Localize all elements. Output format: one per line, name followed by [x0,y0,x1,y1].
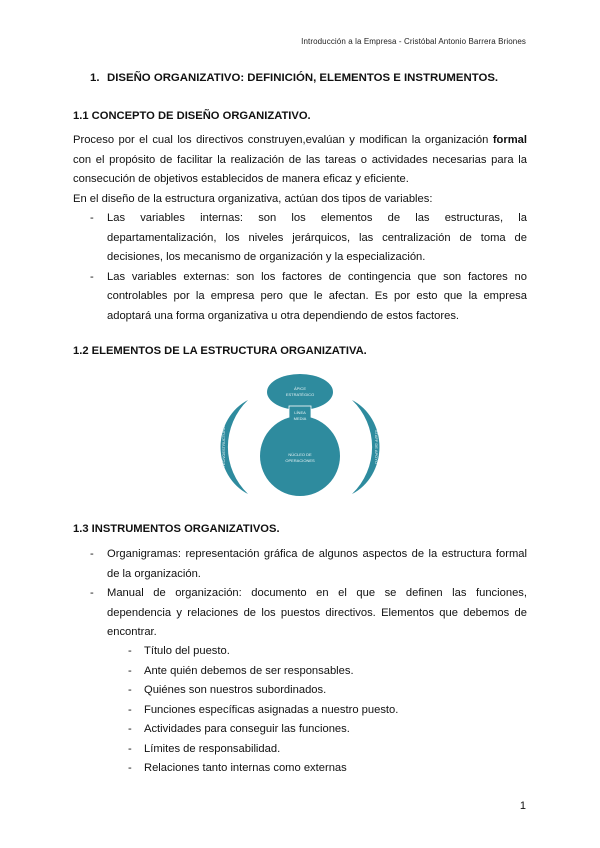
middle-label-2: MEDIA [293,416,307,421]
instruments-list [90,545,527,643]
list-item-text: Manual de organización: documento en el que se definen las funciones, dependencia y relaciones de los puestos directivos. Elementos que debemos de encontrar. [107,587,527,638]
list-dash: - [128,762,132,774]
core-label-1: NÚCLEO DE [288,452,312,457]
apex-label-1: ÁPICE [293,386,307,391]
list-item-text: Relaciones tanto internas como externas [144,762,347,774]
list-dash: - [90,270,94,283]
list-item-text: Quiénes son nuestros subordinados. [144,684,327,696]
section-1-title: DISEÑO ORGANIZATIVO: DEFINICIÓN, ELEMENTOS E INSTRUMENTOS. [107,72,499,84]
section-1-1-heading: 1.1 CONCEPTO DE DISEÑO ORGANIZATIVO. [73,110,311,122]
section-1-3-heading: 1.3 INSTRUMENTOS ORGANIZATIVOS. [73,523,280,535]
page-header: Introducción a la Empresa - Cristóbal Antonio Barrera Briones [301,37,526,46]
list-item-text: Funciones específicas asignadas a nuestro puesto. [144,703,399,716]
left-wing-label: TECNOESTRUCTURA [221,426,226,468]
list-item [128,701,398,721]
list-dash: - [128,684,132,696]
concept-paragraph [73,131,527,209]
list-item [128,759,398,779]
list-dash: - [128,645,132,657]
apex-label-2: ESTRATÉGICO [285,392,315,397]
variables-list [90,209,527,326]
list-item [128,642,398,662]
list-item [90,584,527,643]
list-item-text: Las variables externas: son los factores de contingencia que son factores no controlables por la empresa pero que le afectan. Es por esto que la empresa adoptará una forma organizativa u otra dependiendo de estos factores. [107,270,527,322]
list-dash: - [128,742,132,755]
section-1-2-heading: 1.2 ELEMENTOS DE LA ESTRUCTURA ORGANIZATIVA. [73,345,367,357]
list-item-text: Ante quién debemos de ser responsables. [144,664,354,677]
paragraph-line-4: En el diseño de la estructura organizativa, actúan dos tipos de variables: [73,192,433,205]
list-dash: - [128,723,132,735]
bold-word-formal: formal [492,134,528,146]
paragraph-text-1: Proceso por el cual los directivos construyen,evalúan y modifican la organización [73,134,489,146]
list-dash: - [90,548,94,560]
section-1-heading [90,72,498,84]
list-item-text: Límites de responsabilidad. [144,742,281,755]
list-dash: - [90,212,94,224]
core-label-2: OPERACIONES [285,458,315,463]
paragraph-line-1 [73,131,527,151]
list-dash: - [128,664,132,677]
paragraph-line-3: consecución de objetivos establecidos de manera eficaz y eficiente. [73,173,409,185]
page-number: 1 [519,800,526,812]
list-dash: - [128,703,132,716]
list-item-text: Las variables internas: son los elementos de las estructuras, la departamentalización, los niveles jerárquicos, las centralización de toma de decisiones, los mecanismo de organización y la especialización. [107,212,527,263]
manual-elements-list [128,642,398,779]
list-item-text: Título del puesto. [144,645,230,657]
list-item-text: Organigramas: representación gráfica de algunos aspectos de la estructura formal de la organización. [107,548,527,580]
list-item [90,209,527,268]
right-wing-label: STAFF DE APOYO [374,429,379,465]
list-item [90,545,527,584]
section-1-number: 1. [90,72,100,84]
middle-label-1: LÍNEA [294,410,306,415]
list-item [90,268,527,327]
list-dash: - [90,587,94,599]
organization-structure-diagram [200,366,400,502]
list-item [128,662,398,682]
list-item [128,720,398,740]
paragraph-line-2: con el propósito de facilitar la realización de las tareas o actividades necesarias para la [73,153,527,166]
list-item [128,740,398,760]
list-item [128,681,398,701]
list-item-text: Actividades para conseguir las funciones. [144,723,350,735]
